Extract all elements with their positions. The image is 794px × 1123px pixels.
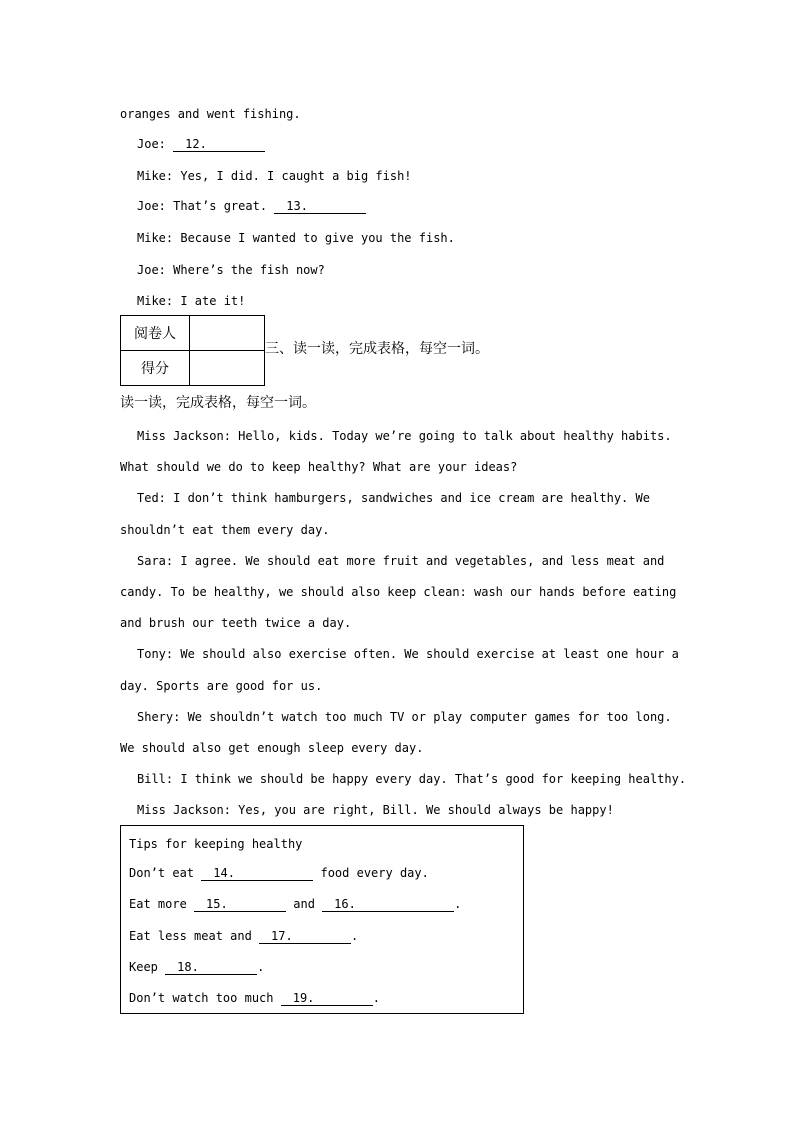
dialogue-line: Mike: Yes, I did. I caught a big fish!: [137, 169, 412, 183]
answer-blank-13[interactable]: 13.: [274, 199, 366, 214]
answer-blank-16[interactable]: 16.: [322, 897, 454, 912]
section-heading: 三、读一读，完成表格，每空一词。: [265, 341, 489, 357]
grader-table: [120, 315, 265, 386]
reviewer-label: 阅卷人: [121, 316, 190, 351]
dialogue-text: Joe:: [137, 137, 174, 151]
answer-blank-19[interactable]: 19.: [281, 991, 373, 1006]
tips-title: Tips for keeping healthy: [129, 837, 303, 851]
passage-line: Sara: I agree. We should eat more fruit and vegetables, and less meat and: [137, 554, 665, 568]
tips-text: .: [454, 897, 462, 911]
tips-text: Don’t eat: [129, 866, 202, 880]
tips-text: .: [372, 991, 380, 1005]
tips-text: Don’t watch too much: [129, 991, 281, 1005]
dialogue-line-joe-12: [137, 136, 265, 152]
answer-blank-17[interactable]: 17.: [259, 929, 351, 944]
passage-line: What should we do to keep healthy? What are your ideas?: [120, 460, 518, 474]
passage-line: Miss Jackson: Yes, you are right, Bill. We should always be happy!: [137, 803, 614, 817]
tips-box: [120, 825, 524, 1014]
passage-line: Shery: We shouldn’t watch too much TV or play computer games for too long.: [137, 710, 672, 724]
passage-line: and brush our teeth twice a day.: [120, 616, 352, 630]
tips-text: .: [257, 960, 265, 974]
answer-blank-18[interactable]: 18.: [165, 960, 257, 975]
passage-line: Ted: I don’t think hamburgers, sandwiches and ice cream are healthy. We: [137, 491, 650, 505]
tips-row-19: [129, 990, 380, 1006]
dialogue-line: Mike: I ate it!: [137, 294, 246, 308]
dialogue-line: Joe: Where’s the fish now?: [137, 263, 325, 277]
dialogue-line-joe-13: [137, 198, 366, 214]
reviewer-cell[interactable]: [190, 316, 265, 351]
tips-row-17: [129, 928, 358, 944]
dialogue-line: Mike: Because I wanted to give you the fish.: [137, 231, 455, 245]
passage-line: We should also get enough sleep every day.: [120, 741, 424, 755]
passage-line: Tony: We should also exercise often. We should exercise at least one hour a: [137, 647, 679, 661]
tips-row-15-16: [129, 896, 461, 912]
dialogue-text: Joe: That’s great.: [137, 199, 275, 213]
tips-text: Keep: [129, 960, 166, 974]
score-cell[interactable]: [190, 351, 265, 386]
answer-blank-12[interactable]: 12.: [173, 137, 265, 152]
passage-line: day. Sports are good for us.: [120, 679, 323, 693]
tips-text: and: [286, 897, 323, 911]
tips-text: food every day.: [313, 866, 429, 880]
answer-blank-14[interactable]: 14.: [201, 866, 313, 881]
section-instruction: 读一读，完成表格，每空一词。: [120, 395, 316, 411]
dialogue-intro: oranges and went fishing.: [120, 107, 301, 121]
tips-row-18: [129, 959, 264, 975]
passage-line: candy. To be healthy, we should also keep clean: wash our hands before eating: [120, 585, 677, 599]
tips-text: Eat more: [129, 897, 195, 911]
passage-line: shouldn’t eat them every day.: [120, 523, 330, 537]
tips-text: Eat less meat and: [129, 929, 260, 943]
score-label: 得分: [121, 351, 190, 386]
passage-line: Bill: I think we should be happy every day. That’s good for keeping healthy.: [137, 772, 687, 786]
tips-text: .: [351, 929, 359, 943]
tips-row-14: [129, 865, 429, 881]
answer-blank-15[interactable]: 15.: [194, 897, 286, 912]
passage-line: Miss Jackson: Hello, kids. Today we’re going to talk about healthy habits.: [137, 429, 672, 443]
